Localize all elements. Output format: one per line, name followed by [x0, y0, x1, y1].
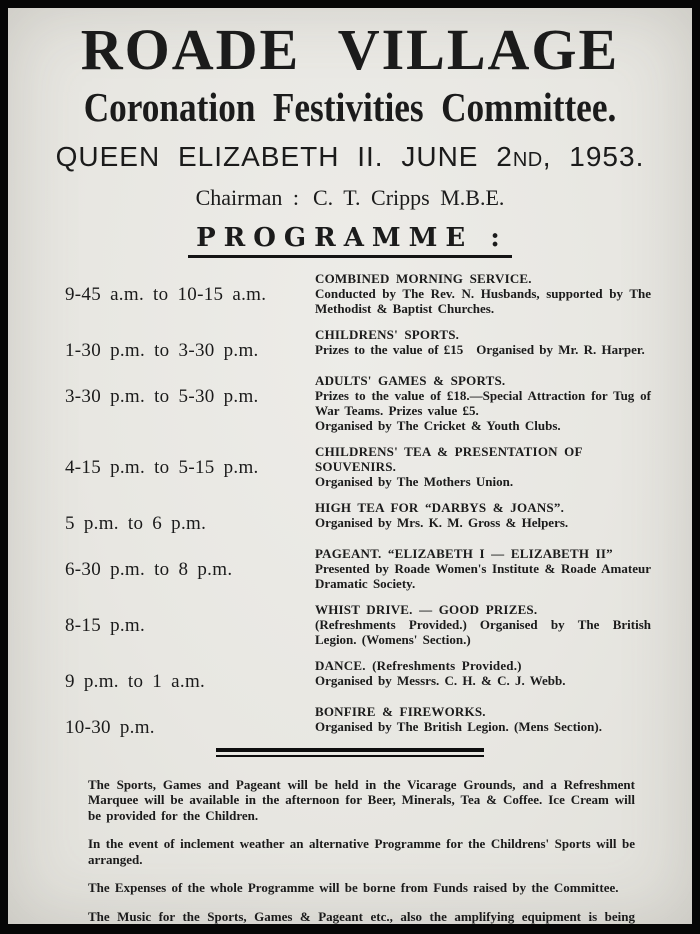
- note-paragraph: In the event of inclement weather an alternative Programme for the Childrens' Sports will be arranged.: [88, 836, 635, 867]
- event-time: 5 p.m. to 6 p.m.: [65, 512, 207, 534]
- chairman-label: Chairman :: [195, 184, 299, 210]
- occasion-line: [8, 142, 692, 173]
- event-time: 3-30 p.m. to 5-30 p.m.: [65, 385, 259, 407]
- subtitle: Coronation Festivities Committee.: [83, 84, 617, 130]
- programme-list: [65, 271, 651, 739]
- header: [8, 8, 692, 210]
- event-time: 4-15 p.m. to 5-15 p.m.: [65, 456, 259, 478]
- event-detail: Organised by The Mothers Union.: [315, 473, 514, 489]
- event-title: WHIST DRIVE. — GOOD PRIZES.: [315, 601, 538, 617]
- event-detail: (Refreshments Provided.) Organised by The British Legion. (Womens' Section.): [315, 616, 651, 647]
- programme-entry: [65, 327, 651, 362]
- note-paragraph: The Music for the Sports, Games & Pageant etc., also the amplifying equipment is being provided by the courtesy of Mr. R. Munns.: [88, 908, 635, 934]
- event-title: PAGEANT. “ELIZABETH I — ELIZABETH II”: [315, 545, 613, 561]
- event-detail: Prizes to the value of £18.—Special Attraction for Tug of War Teams. Prizes value £5.: [315, 387, 651, 418]
- occasion-year: , 1953.: [542, 141, 645, 173]
- event-detail: Organised by Messrs. C. H. & C. J. Webb.: [315, 672, 566, 688]
- chairman-line: [8, 186, 692, 210]
- event-description: [315, 500, 651, 530]
- event-detail: Organised by Mrs. K. M. Gross & Helpers.: [315, 514, 569, 530]
- programme-entry: [65, 500, 651, 535]
- event-time: 10-30 p.m.: [65, 716, 155, 738]
- event-description: [315, 602, 651, 647]
- programme-heading-wrap: [8, 224, 692, 258]
- event-time: 9-45 a.m. to 10-15 a.m.: [65, 283, 267, 305]
- event-detail: Conducted by The Rev. N. Husbands, supported by The Methodist & Baptist Churches.: [315, 285, 651, 316]
- event-title: HIGH TEA FOR “DARBYS & JOANS”.: [315, 499, 565, 515]
- section-divider: [216, 748, 484, 757]
- programme-entry: [65, 373, 651, 433]
- programme-entry: [65, 602, 651, 647]
- event-time: 9 p.m. to 1 a.m.: [65, 670, 206, 692]
- programme-entry: [65, 546, 651, 591]
- event-time: 1-30 p.m. to 3-30 p.m.: [65, 339, 259, 361]
- event-description: [315, 444, 651, 489]
- note-paragraph: The Expenses of the whole Programme will be borne from Funds raised by the Committee.: [88, 880, 619, 896]
- notes-section: [88, 777, 635, 934]
- event-description: [315, 658, 651, 688]
- event-time: 6-30 p.m. to 8 p.m.: [65, 558, 233, 580]
- event-description: [315, 704, 651, 734]
- event-detail: Presented by Roade Women's Institute & Roade Amateur Dramatic Society.: [315, 560, 651, 591]
- programme-entry: [65, 444, 651, 489]
- programme-heading: PROGRAMME :: [188, 224, 512, 258]
- occasion-text: QUEEN ELIZABETH II. JUNE 2: [55, 141, 513, 173]
- occasion-ordinal: ND: [512, 149, 543, 172]
- event-description: [315, 271, 651, 316]
- chairman-name: C. T. Cripps M.B.E.: [312, 184, 505, 210]
- event-detail: Organised by The British Legion. (Mens Section).: [315, 718, 602, 734]
- event-detail: Prizes to the value of £15 Organised by Mr. R. Harper.: [315, 341, 645, 357]
- programme-entry: [65, 658, 651, 693]
- event-title: CHILDRENS' SPORTS.: [315, 326, 460, 342]
- programme-entry: [65, 704, 651, 739]
- event-title: COMBINED MORNING SERVICE.: [315, 270, 532, 286]
- event-description: [315, 546, 651, 591]
- event-time: 8-15 p.m.: [65, 614, 146, 636]
- event-description: [315, 373, 651, 433]
- event-title: ADULTS' GAMES & SPORTS.: [315, 372, 506, 388]
- event-description: [315, 327, 651, 357]
- event-detail: Organised by The Cricket & Youth Clubs.: [315, 417, 561, 433]
- programme-entry: [65, 271, 651, 316]
- page-title: ROADE VILLAGE: [80, 17, 620, 82]
- event-title: DANCE. (Refreshments Provided.): [315, 657, 522, 673]
- event-title: CHILDRENS' TEA & PRESENTATION OF SOUVENIRS.: [315, 443, 583, 474]
- note-paragraph: The Sports, Games and Pageant will be held in the Vicarage Grounds, and a Refreshment Marquee will be available in the afternoon for Beer, Minerals, Tea & Coffee. Ice Cream will be provided for the Children.: [88, 776, 635, 823]
- event-title: BONFIRE & FIREWORKS.: [315, 703, 486, 719]
